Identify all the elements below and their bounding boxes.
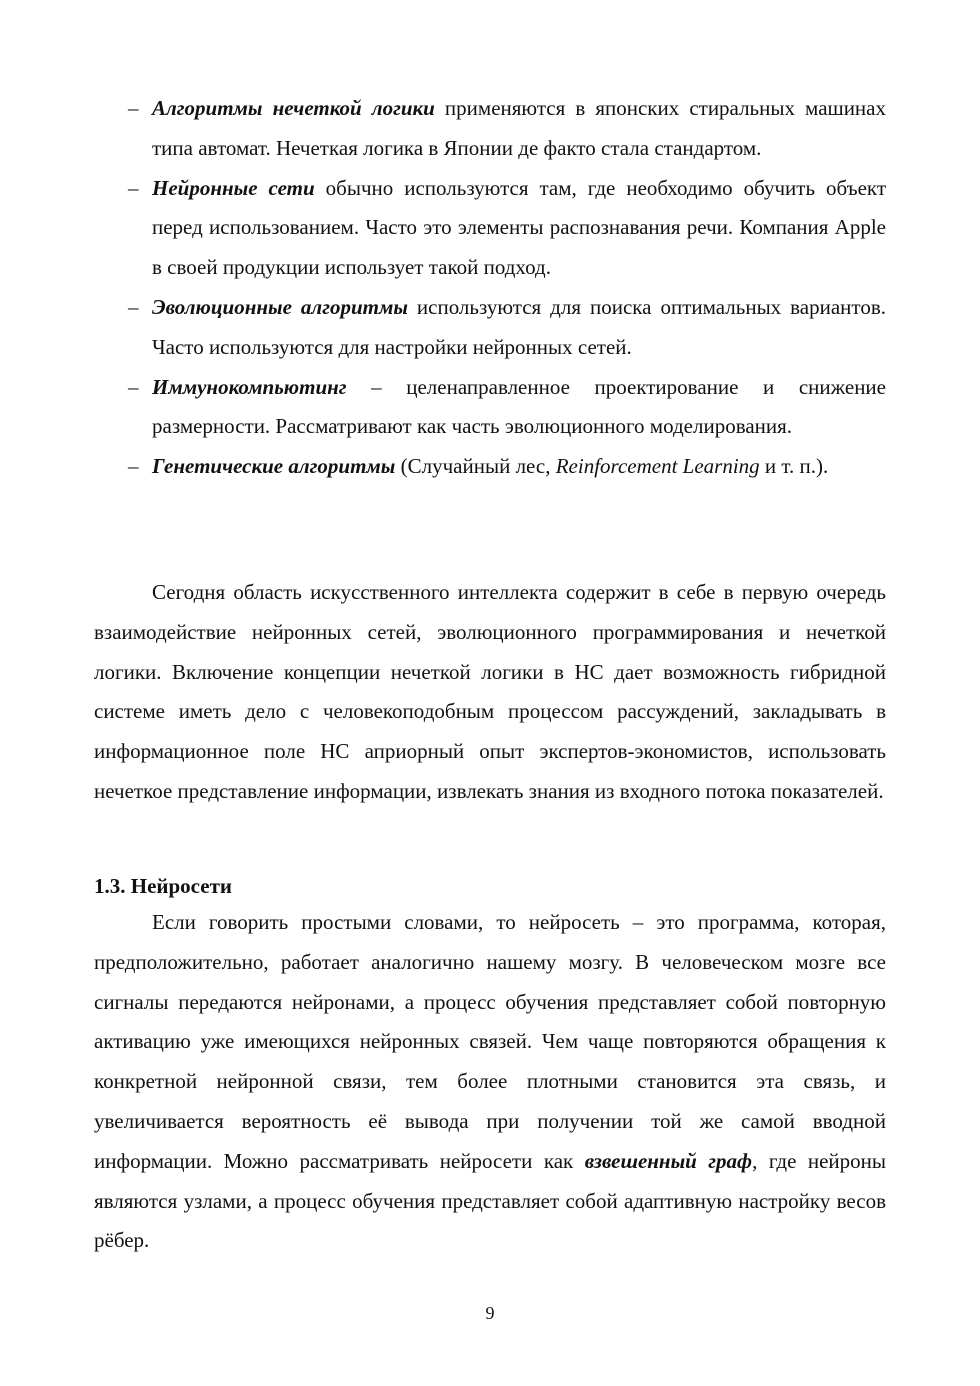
list-item-term: Эволюционные алгоритмы bbox=[152, 294, 408, 319]
section-heading: 1.3. Нейросети bbox=[94, 874, 232, 898]
list-item-term: Алгоритмы нечеткой логики bbox=[152, 96, 435, 120]
list-item bbox=[94, 368, 886, 448]
list-item-term: Иммунокомпьютинг bbox=[152, 374, 347, 399]
list-item bbox=[94, 288, 886, 368]
section-emphasis: взвешенный граф bbox=[584, 1148, 753, 1173]
section-paragraph-end: , где нейроны являются узлами, а процесс обучения представляет собой адаптивную настройку весов рёбер. bbox=[94, 1148, 887, 1253]
list-item-text: применяются в японских стиральных машинах типа автомат. Нечеткая логика в Японии де факто стала стандартом. bbox=[152, 96, 886, 160]
section-paragraph bbox=[94, 903, 886, 1261]
list-item-text: (Случайный лес, bbox=[395, 454, 556, 479]
list-item-text: используются для поиска оптимальных вариантов. Часто используются для настройки нейронных сетей. bbox=[152, 294, 886, 359]
page-number: 9 bbox=[485, 1303, 495, 1323]
section-paragraph-start: Если говорить простыми словами, то нейросеть – это программа, которая, предположительно, работает аналогично нашему мозгу. В человеческом мозге все сигналы передаются нейронами, а процесс обучения представляет собой повторную активацию уже имеющихся нейронных связей. Чем чаще повторяются обращения к конкретной нейронной связи, тем более плотными становится эта связь, и увеличивается вероятность её вывода при получении той же самой вводной информации. Можно рассматривать нейросети как bbox=[94, 910, 886, 1173]
list-item-term: Нейронные сети bbox=[152, 175, 315, 200]
intro-block bbox=[94, 573, 886, 812]
list-item bbox=[94, 169, 886, 288]
methods-list bbox=[94, 89, 886, 487]
list-item-text: – целенаправленное проектирование и снижение размерности. Рассматривают как часть эволюционного моделирования. bbox=[152, 374, 886, 439]
section-body bbox=[94, 903, 886, 1261]
intro-paragraph: Сегодня область искусственного интеллекта содержит в себе в первую очередь взаимодействие нейронных сетей, эволюционного программирования и нечеткой логики. Включение концепции нечеткой логики в НС дает возможность гибридной системе иметь дело с человекоподобным процессом рассуждений, закладывать в информационное поле НС априорный опыт экспертов-экономистов, использовать нечеткое представление информации, извлекать знания из входного потока показателей. bbox=[94, 580, 886, 803]
list-item bbox=[94, 89, 886, 169]
list-item-italic-term: Reinforcement Learning bbox=[555, 454, 760, 479]
list-item-text: обычно используются там, где необходимо обучить объект перед использованием. Часто это элементы распознавания речи. Компания Apple в своей продукции использует такой подход. bbox=[152, 175, 886, 280]
list-item bbox=[94, 447, 886, 487]
list-item-text-end: и т. п.). bbox=[759, 454, 829, 479]
list-item-term: Генетические алгоритмы bbox=[152, 454, 396, 479]
